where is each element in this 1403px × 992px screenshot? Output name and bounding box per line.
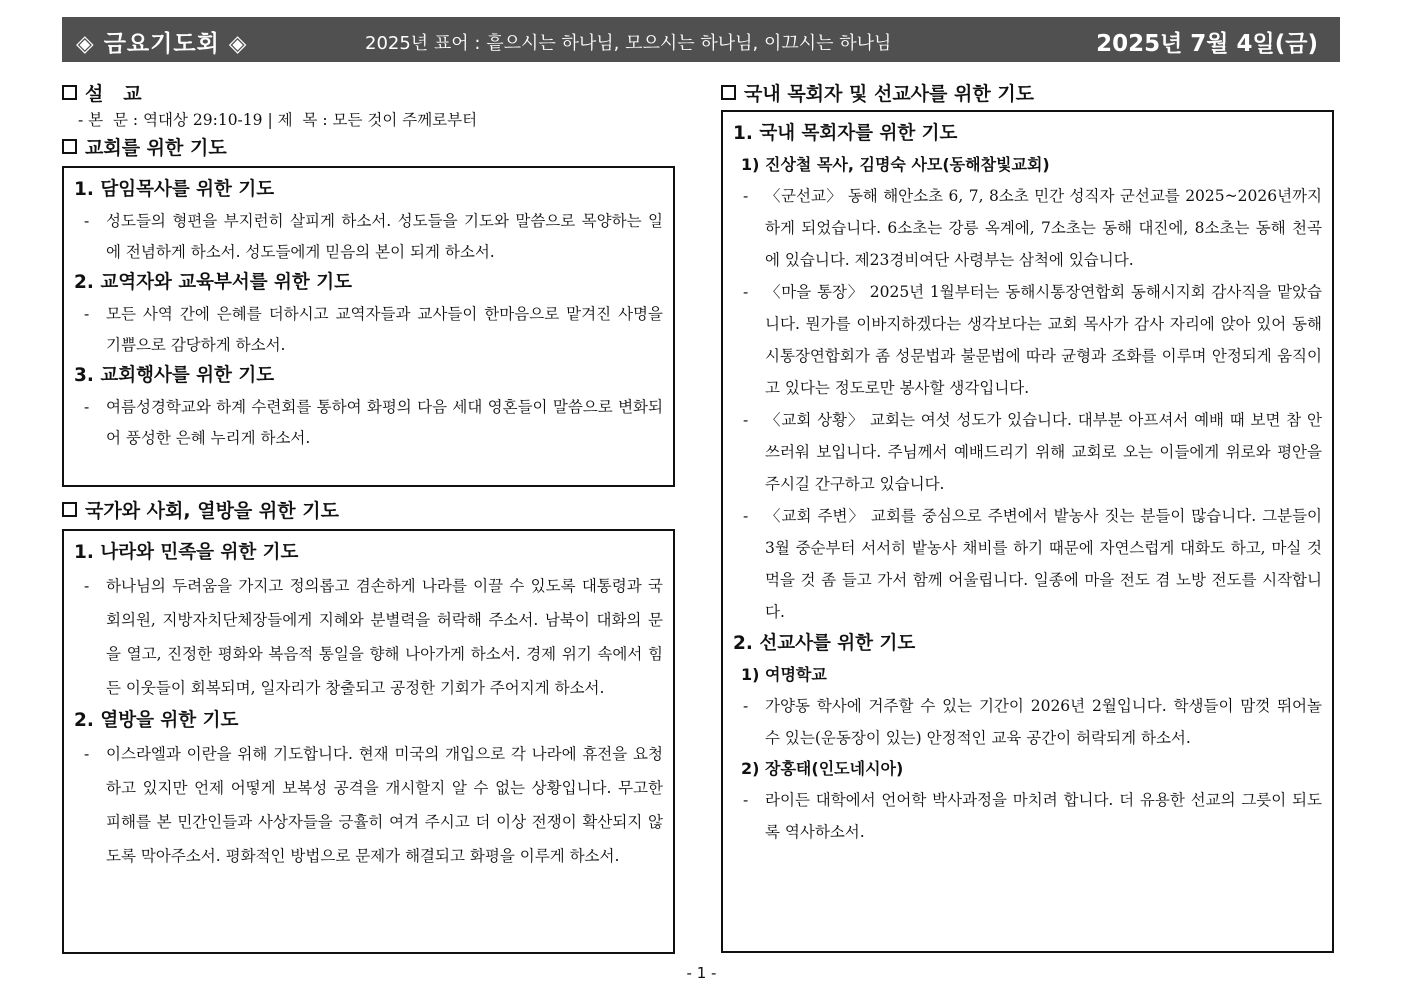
prayer-item: - 하나님의 두려움을 가지고 정의롭고 겸손하게 나라를 이끌 수 있도록 대통령과 국회의원, 지방자치단체장들에게 지혜와 분별력을 허락해 주소서. 남북이 대화의 문을 열고, 진정한 평화와 복음적 통일을 향해 나아가게 하소서. 경제 위기 속에서 힘든 이웃들이 회복되며, 일자리가 창출되고 공정한 기회가 주어지게 하소서.	[84, 577, 663, 697]
header-bar	[62, 17, 1340, 62]
domestic-pastor-title: 1. 국내 목회자를 위한 기도	[733, 123, 958, 144]
service-title: ◈ 금요기도회 ◈	[76, 31, 248, 57]
prayer-item: - 〈교회 상황〉 교회는 여섯 성도가 있습니다. 대부분 아프셔서 예배 때 보면 참 안쓰러워 보입니다. 주님께서 예배드리기 위해 교회로 오는 이들에게 위로와 평안을 주시길 간구하고 있습니다.	[743, 411, 1322, 493]
prayer-group-title: 2. 열방을 위한 기도	[74, 710, 239, 731]
prayer-item: - 라이든 대학에서 언어학 박사과정을 마치려 합니다. 더 유용한 선교의 그릇이 되도록 역사하소서.	[743, 791, 1322, 841]
checkbox-square-icon	[62, 139, 77, 154]
prayer-group-title: 3. 교회행사를 위한 기도	[74, 365, 275, 386]
yearly-motto: 2025년 표어 : 흩으시는 하나님, 모으시는 하나님, 이끄시는 하나님	[365, 33, 892, 54]
missions-heading: 국내 목회자 및 선교사를 위한 기도	[721, 80, 1334, 108]
prayer-item: - 이스라엘과 이란을 위해 기도합니다. 현재 미국의 개입으로 각 나라에 휴전을 요청하고 있지만 언제 어떻게 보복성 공격을 개시할지 알 수 없는 상황입니다. 무고한 피해를 본 민간인들과 사상자들을 긍휼히 여겨 주시고 더 이상 전쟁이 확산되지 않도록 막아주소서. 평화적인 방법으로 문제가 해결되고 화평을 이루게 하소서.	[84, 745, 663, 865]
prayer-group-title: 2. 교역자와 교육부서를 위한 기도	[74, 272, 352, 293]
prayer-item: - 〈교회 주변〉 교회를 중심으로 주변에서 밭농사 짓는 분들이 많습니다. 그분들이 3월 중순부터 서서히 밭농사 채비를 하기 때문에 자연스럽게 대화도 하고, 마실 것 먹을 것 좀 들고 가서 함께 어울립니다. 일종에 마을 전도 겸 노방 전도를 시작합니다.	[743, 507, 1322, 621]
prayer-item: - 〈군선교〉 동해 해안소초 6, 7, 8소초 민간 성직자 군선교를 2025~2026년까지 하게 되었습니다. 6소초는 강릉 옥계에, 7소초는 동해 대진에, 8소초는 동해 천곡에 있습니다. 제23경비여단 사령부는 삼척에 있습니다.	[743, 187, 1322, 269]
checkbox-square-icon	[62, 502, 77, 517]
prayer-item: - 〈마을 통장〉 2025년 1월부터는 동해시통장연합회 동해시지회 감사직을 맡았습니다. 뭔가를 이바지하겠다는 생각보다는 교회 목사가 감사 자리에 앉아 있어 동해시통장연합회가 좀 성문법과 불문법에 따라 균형과 조화를 이루며 안정되게 움직이고 있다는 정도로만 봉사할 생각입니다.	[743, 283, 1322, 397]
prayer-group-title: 1. 담임목사를 위한 기도	[74, 179, 275, 200]
left-column	[62, 80, 675, 954]
nation-heading: 국가와 사회, 열방을 위한 기도	[62, 497, 675, 525]
checkbox-square-icon	[721, 85, 736, 100]
missionary-name: 2) 장홍태(인도네시아)	[741, 759, 904, 778]
service-date: 2025년 7월 4일(금)	[1096, 31, 1318, 57]
prayer-item: - 모든 사역 간에 은혜를 더하시고 교역자들과 교사들이 한마음으로 맡겨진 사명을 기쁨으로 감당하게 하소서.	[84, 305, 663, 354]
missionary-title: 2. 선교사를 위한 기도	[733, 633, 916, 654]
sermon-info: - 본 문 : 역대상 29:10-19 | 제 목 : 모든 것이 주께로부터	[78, 111, 478, 129]
missionary-name: 1) 여명학교	[741, 665, 827, 684]
prayer-item: - 성도들의 형편을 부지런히 살피게 하소서. 성도들을 기도와 말씀으로 목양하는 일에 전념하게 하소서. 성도들에게 믿음의 본이 되게 하소서.	[84, 212, 663, 261]
page-number: - 1 -	[686, 964, 717, 982]
prayer-item: - 가양동 학사에 거주할 수 있는 기간이 2026년 2월입니다. 학생들이 맘껏 뛰어놀 수 있는(운동장이 있는) 안정적인 교육 공간이 허락되게 하소서.	[743, 697, 1322, 747]
church-prayer-box	[62, 166, 675, 487]
sermon-heading: 설 교	[62, 80, 675, 108]
nation-prayer-box	[62, 529, 675, 954]
prayer-item: - 여름성경학교와 하계 수련회를 통하여 화평의 다음 세대 영혼들이 말씀으로 변화되어 풍성한 은혜 누리게 하소서.	[84, 398, 663, 447]
pastor-name: 1) 진상철 목사, 김명숙 사모(동해참빛교회)	[741, 155, 1050, 174]
prayer-group-title: 1. 나라와 민족을 위한 기도	[74, 542, 299, 563]
church-heading: 교회를 위한 기도	[62, 134, 675, 162]
missions-prayer-box	[721, 110, 1334, 953]
right-column	[721, 80, 1334, 953]
checkbox-square-icon	[62, 85, 77, 100]
